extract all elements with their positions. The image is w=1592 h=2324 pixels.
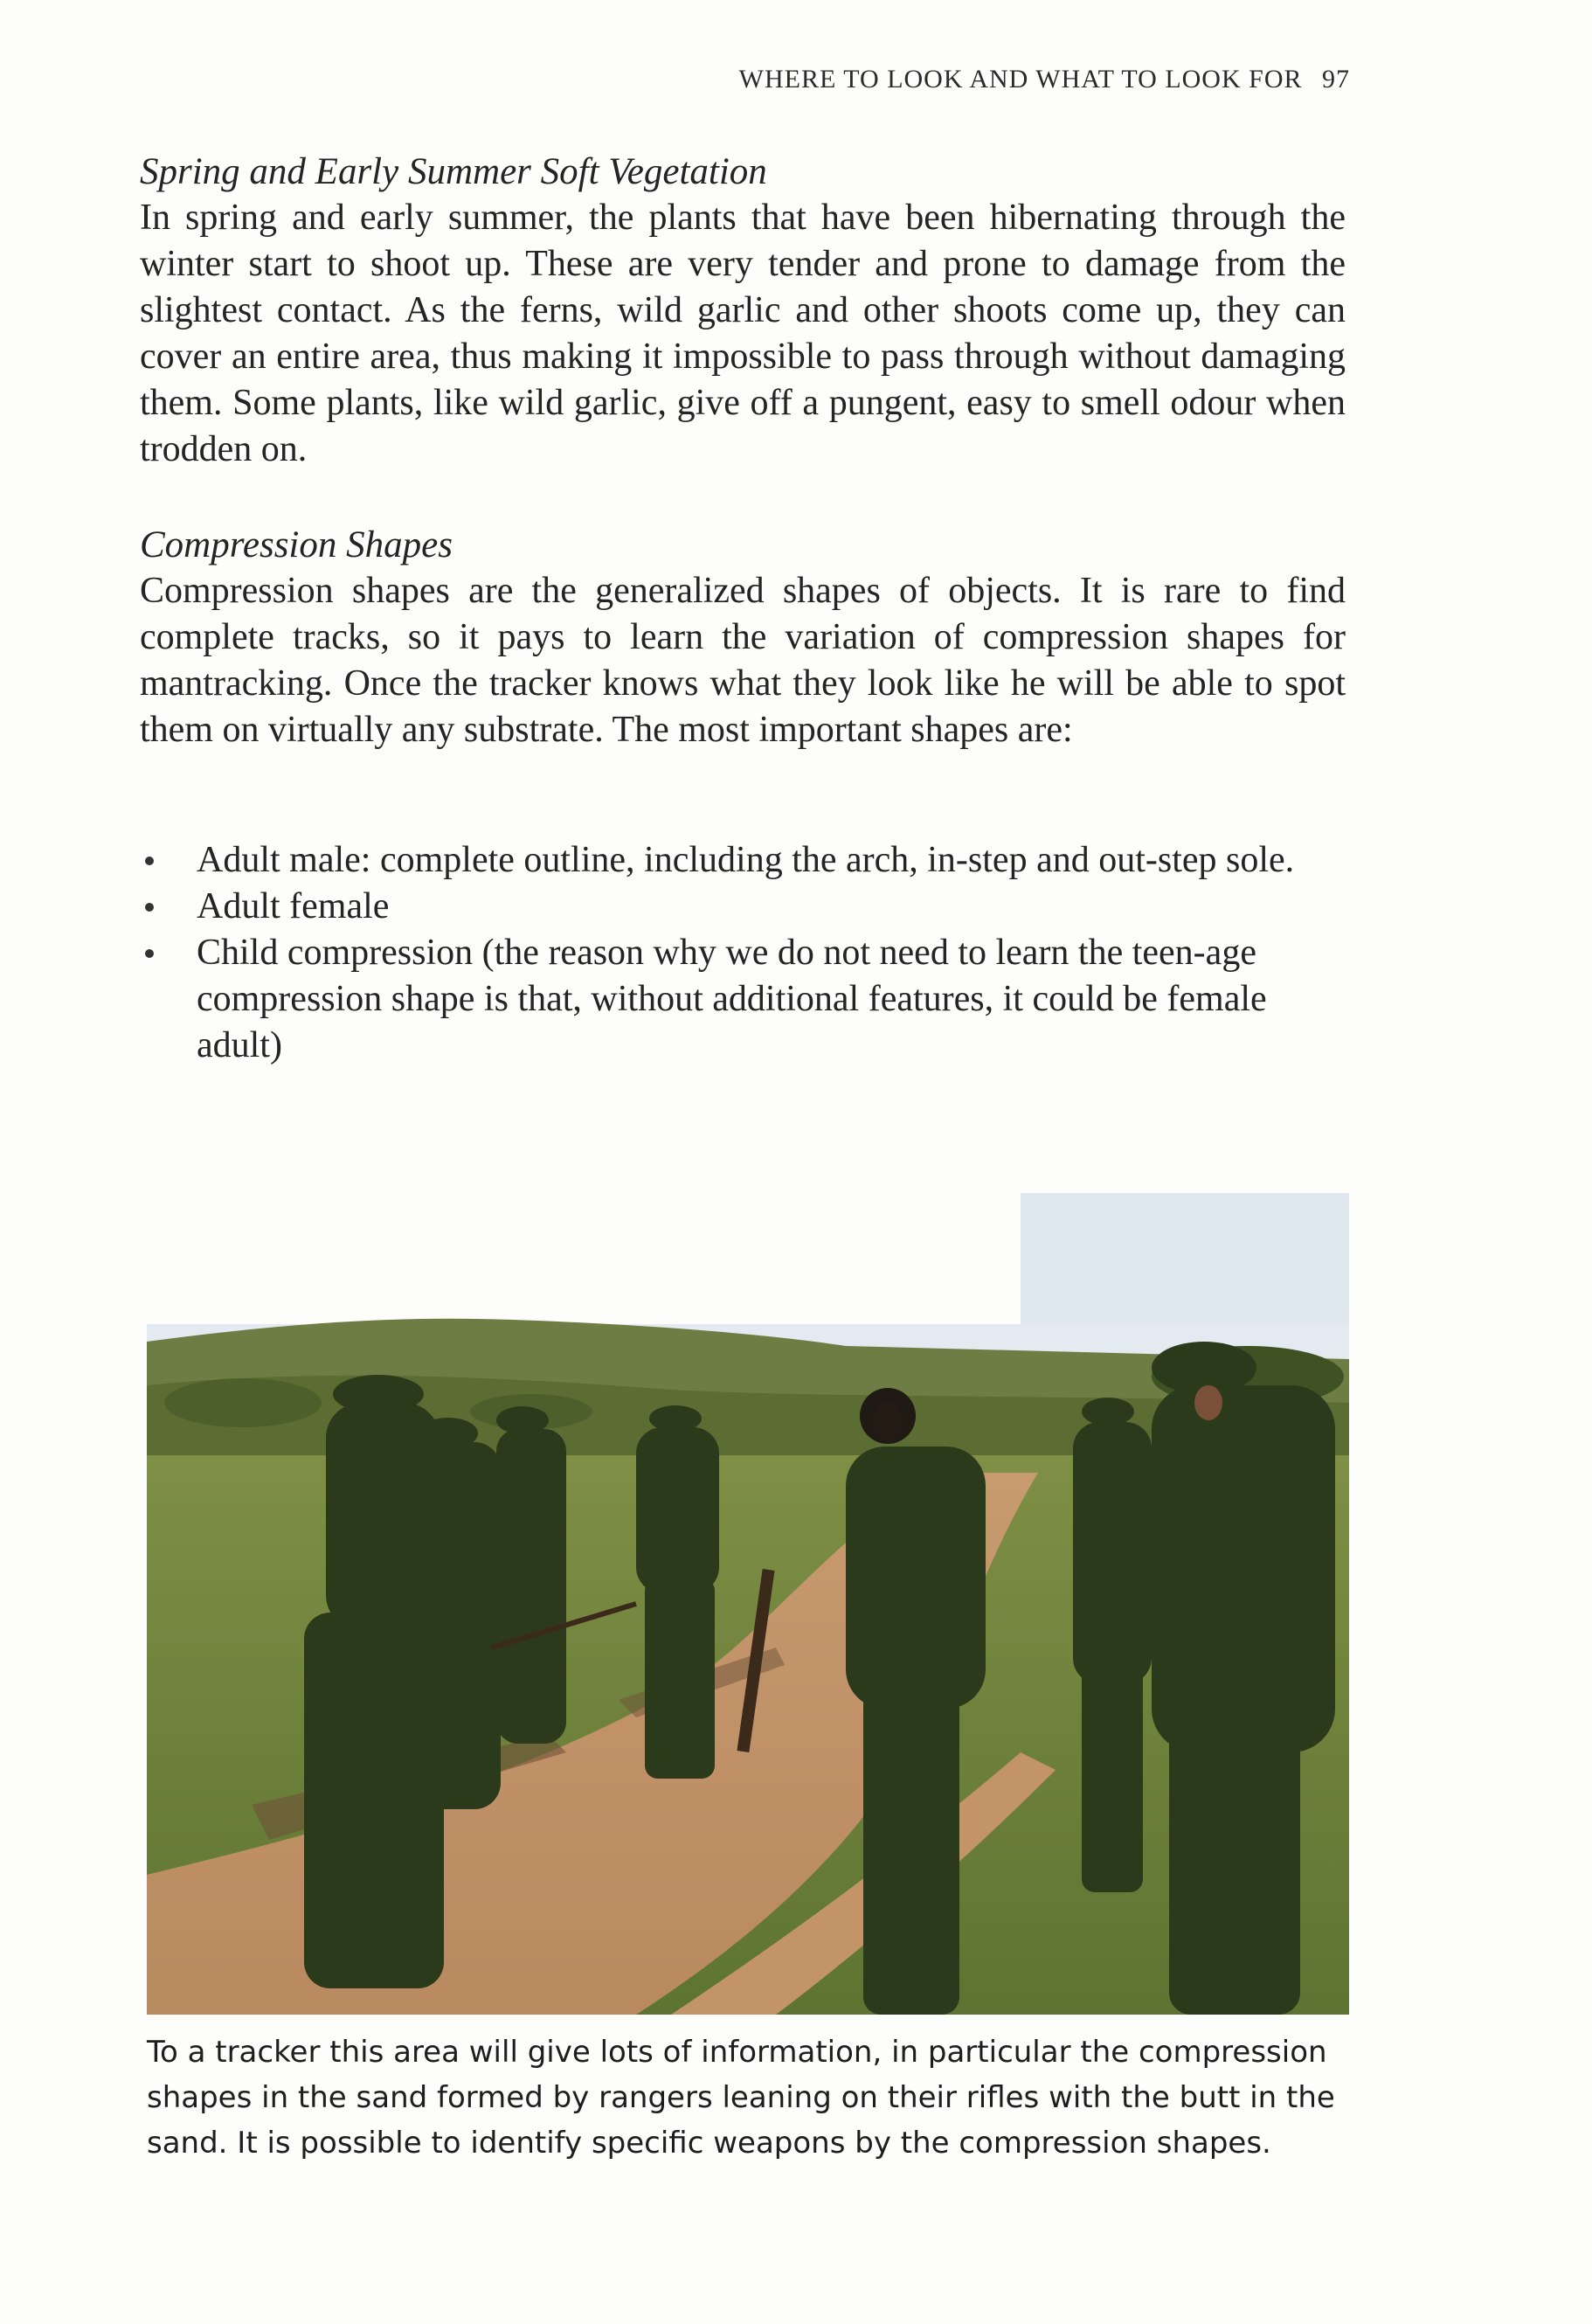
running-header xyxy=(507,65,1350,94)
section-body: In spring and early summer, the plants that have been hibernating through the winter start to shoot up. These are very tender and prone to damage from the slightest contact. As the ferns, wild garlic and other shoots come up, they can cover an entire area, thus making it impossible to pass through without damaging them. Some plants, like wild garlic, give off a pungent, easy to smell odour when trodden on. xyxy=(140,198,1346,469)
section-title: Spring and Early Summer Soft Vegetation xyxy=(140,151,767,192)
compression-shapes-list xyxy=(140,837,1346,1069)
list-item-text: Adult female xyxy=(197,886,390,926)
list-item xyxy=(140,884,1346,930)
list-item-text: Adult male: complete outline, including the arch, in-step and out-step sole. xyxy=(197,840,1295,880)
bullet-icon xyxy=(145,903,154,912)
list-item xyxy=(140,930,1346,1069)
bullet-icon xyxy=(145,949,154,958)
list-item-text: Child compression (the reason why we do not need to learn the teen-age compression shape is that, without additional features, it could be female adult) xyxy=(197,933,1267,1065)
running-head-title: WHERE TO LOOK AND WHAT TO LOOK FOR xyxy=(738,65,1303,94)
section-title: Compression Shapes xyxy=(140,524,453,565)
photo-caption: To a tracker this area will give lots of information, in particular the compression shapes in the sand formed by rangers leaning on their rifles with the butt in the sand. It is possible to identify specific weapons by the compression shapes. xyxy=(147,2035,1335,2161)
page-number: 97 xyxy=(1322,65,1350,94)
section-body: Compression shapes are the generalized shapes of objects. It is rare to find complete tracks, so it pays to learn the variation of compression shapes for mantracking. Once the tracker knows what they look like he will be able to spot them on virtually any substrate. The most important shapes are: xyxy=(140,571,1346,750)
section-soft-vegetation xyxy=(140,149,1346,473)
section-compression-shapes xyxy=(140,522,1346,753)
list-item xyxy=(140,837,1346,884)
photo-rangers-on-dirt-road xyxy=(147,1193,1349,2015)
bullet-icon xyxy=(145,857,154,865)
